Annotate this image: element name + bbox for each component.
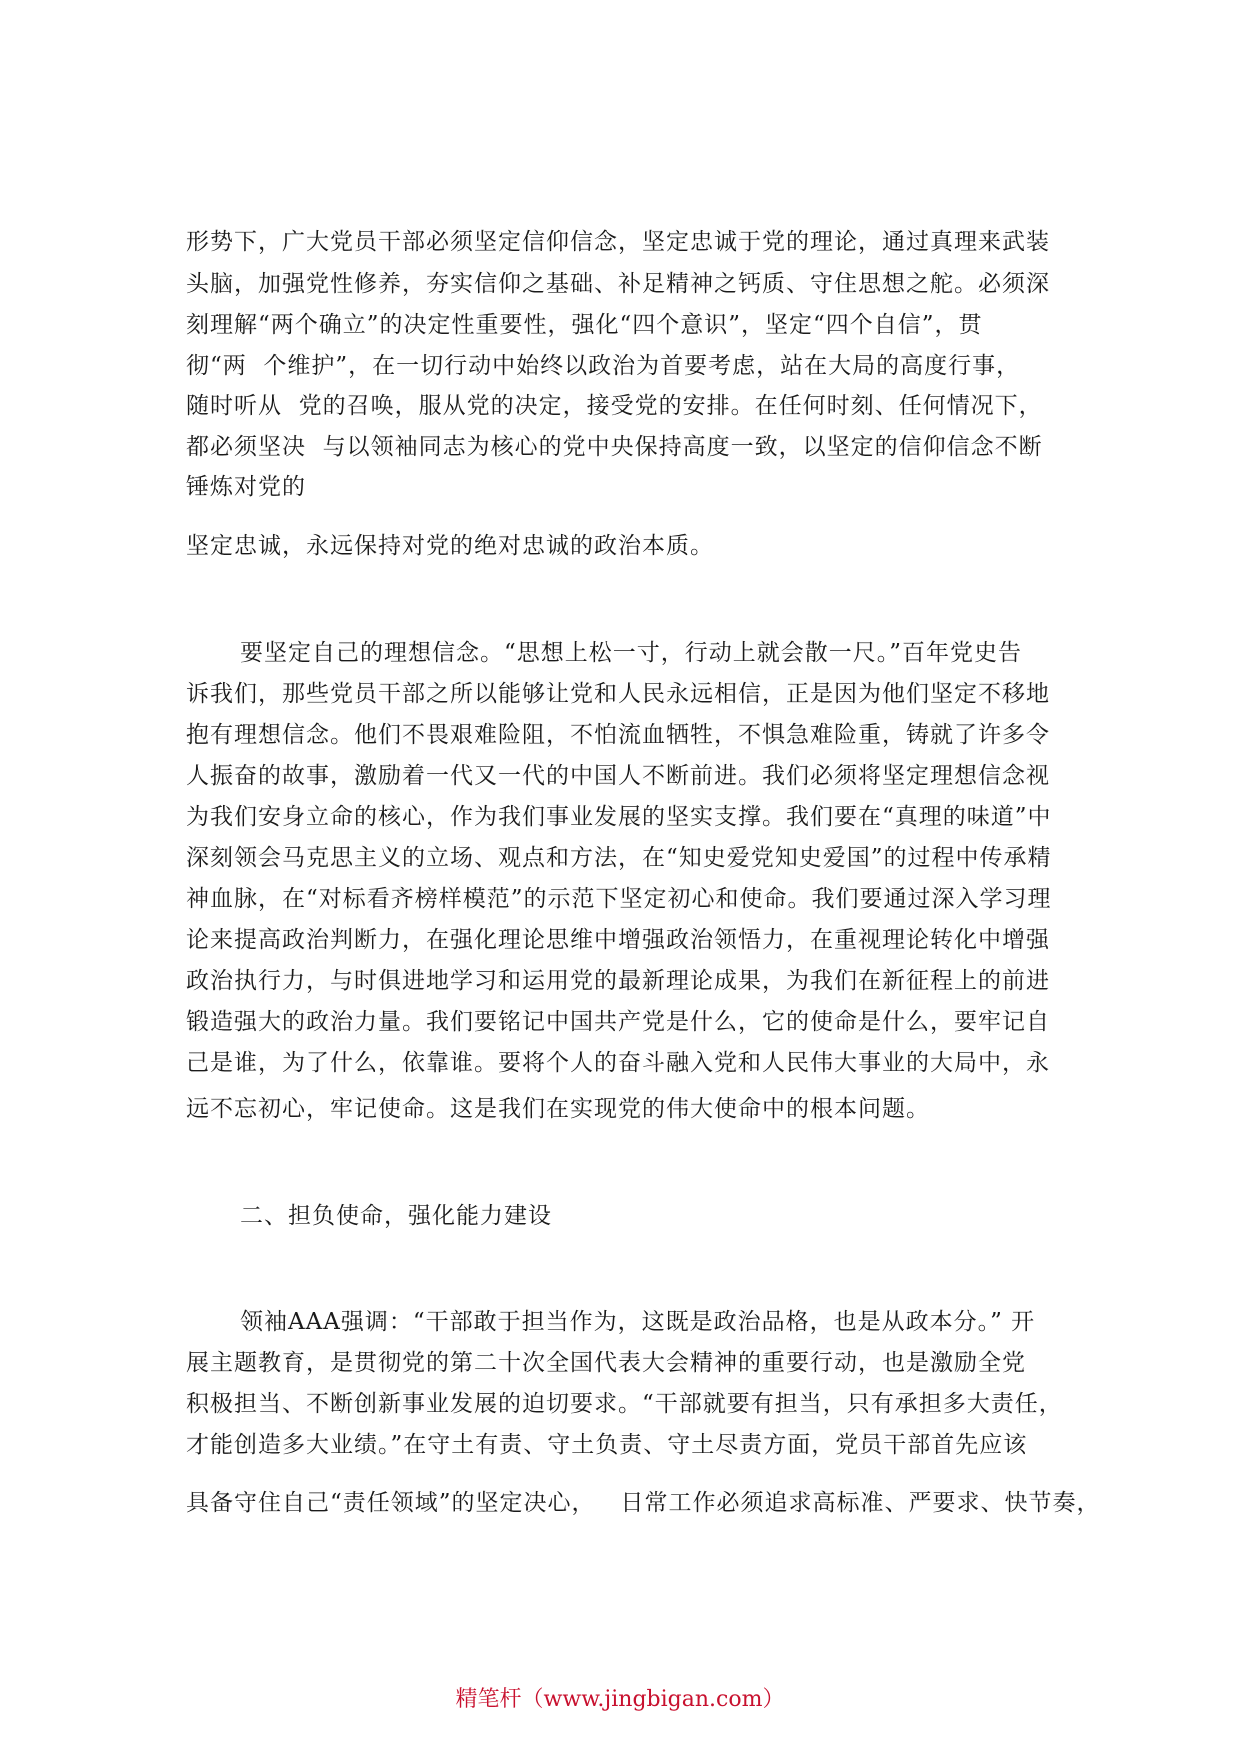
p1-line-4: 彻“两 个维护”，在一切行动中始终以政治为首要考虑，站在大局的高度行事， — [186, 353, 1021, 379]
p3-line-2: 展主题教育，是贯彻党的第二十次全国代表大会精神的重要行动，也是激励全党 — [186, 1350, 1026, 1376]
p1-line-7: 锤炼对党的 — [186, 474, 306, 500]
p1-line-8: 坚定忠诚，永远保持对党的绝对忠诚的政治本质。 — [186, 533, 714, 559]
p1-line-3: 刻理解“两个确立”的决定性重要性，强化“四个意识”，坚定“四个自信”，贯 — [186, 312, 983, 338]
p3-line-3: 积极担当、不断创新事业发展的迫切要求。“干部就要有担当，只有承担多大责任， — [186, 1391, 1063, 1417]
p2-line-7: 神血脉，在“对标看齐榜样模范”的示范下坚定初心和使命。我们要通过深入学习理 — [186, 886, 1052, 912]
p2-line-4: 人振奋的故事，激励着一代又一代的中国人不断前进。我们必须将坚定理想信念视 — [186, 763, 1050, 789]
p2-line-12: 远不忘初心，牢记使命。这是我们在实现党的伟大使命中的根本问题。 — [186, 1096, 930, 1122]
p1-line-6: 都必须坚决 与以领袖同志为核心的党中央保持高度一致，以坚定的信仰信念不断 — [186, 434, 1043, 460]
p1-line-2: 头脑，加强党性修养，夯实信仰之基础、补足精神之钙质、守住思想之舵。必须深 — [186, 271, 1050, 297]
p2-line-9: 政治执行力，与时俱进地学习和运用党的最新理论成果，为我们在新征程上的前进 — [186, 968, 1050, 994]
p2-line-10: 锻造强大的政治力量。我们要铭记中国共产党是什么，它的使命是什么，要牢记自 — [186, 1009, 1050, 1035]
p1-line-1: 形势下，广大党员干部必须坚定信仰信念，坚定忠诚于党的理论，通过真理来武装 — [186, 229, 1050, 255]
p2-line-1: 要坚定自己的理想信念。“思想上松一寸，行动上就会散一尺。”百年党史告 — [240, 640, 1023, 666]
footer-source-link[interactable]: 精笔杆（www.jingbigan.com） — [455, 1687, 785, 1712]
p2-line-3: 抱有理想信念。他们不畏艰难险阻，不怕流血牺牲，不惧急难险重，铸就了许多令 — [186, 722, 1050, 748]
p2-line-11: 己是谁，为了什么，依靠谁。要将个人的奋斗融入党和人民伟大事业的大局中，永 — [186, 1050, 1050, 1076]
section-heading: 二、担负使命，强化能力建设 — [240, 1203, 552, 1229]
p1-line-5: 随时听从 党的召唤，服从党的决定，接受党的安排。在任何时刻、任何情况下， — [186, 393, 1043, 419]
p3-line-1: 领袖AAA强调：“干部敢于担当作为，这既是政治品格，也是从政本分。” 开 — [240, 1309, 1036, 1335]
p2-line-8: 论来提高政治判断力，在强化理论思维中增强政治领悟力，在重视理论转化中增强 — [186, 927, 1050, 953]
p3-line-5: 具备守住自己“责任领域”的坚定决心， 日常工作必须追求高标准、严要求、快节奏， — [186, 1490, 1101, 1516]
p2-line-5: 为我们安身立命的核心，作为我们事业发展的坚实支撑。我们要在“真理的味道”中 — [186, 804, 1052, 830]
p2-line-2: 诉我们，那些党员干部之所以能够让党和人民永远相信，正是因为他们坚定不移地 — [186, 681, 1050, 707]
p2-line-6: 深刻领会马克思主义的立场、观点和方法，在“知史爱党知史爱国”的过程中传承精 — [186, 845, 1052, 871]
p3-line-4: 才能创造多大业绩。”在守土有责、守土负责、守土尽责方面，党员干部首先应该 — [186, 1432, 1028, 1458]
